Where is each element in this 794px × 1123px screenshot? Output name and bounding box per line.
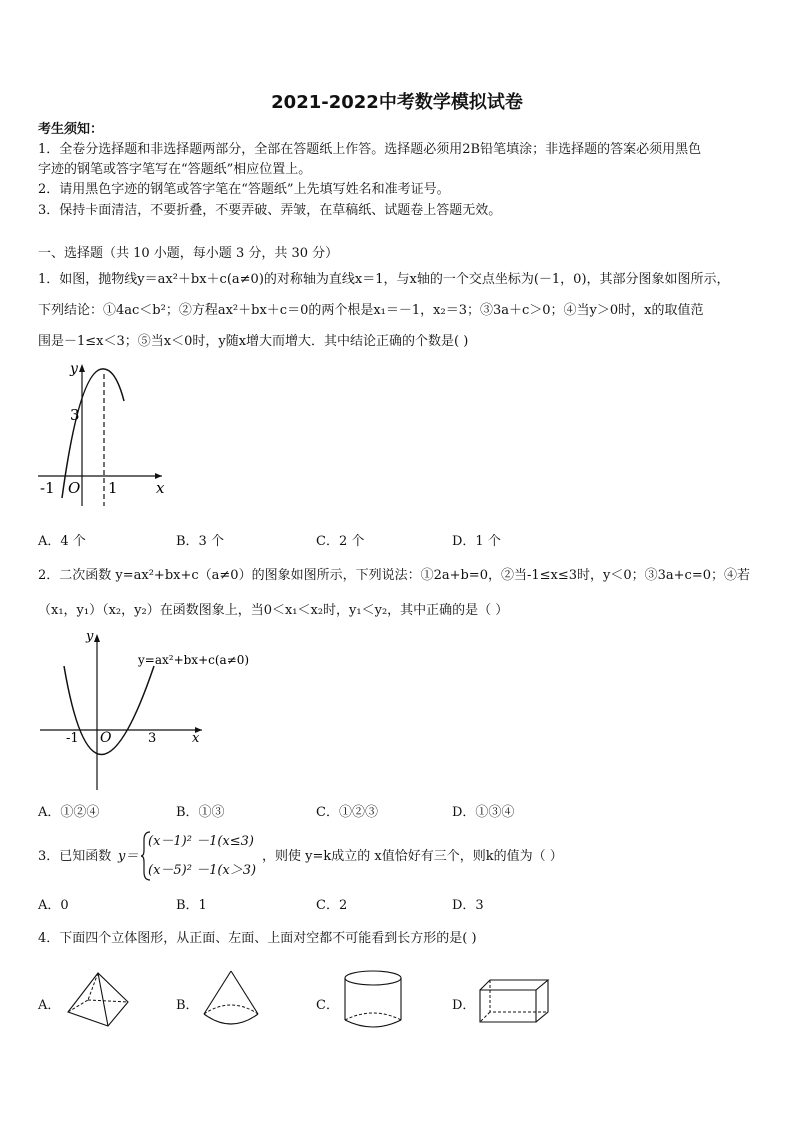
q2-neg1-label: -1 [66, 731, 79, 746]
q2-graph [36, 628, 256, 794]
q2-three-label: 3 [148, 731, 157, 746]
section-heading: 一、选择题（共 10 小题，每小题 3 分，共 30 分） [38, 246, 339, 261]
notice-heading: 考生须知： [38, 122, 104, 137]
q1-line-1: 1．如图，抛物线y＝ax²＋bx＋c(a≠0)的对称轴为直线x＝1，与x轴的一个交点坐标为(－1，0)，其部分图象如图所示， [38, 272, 730, 287]
q2-option-b: B．①③ [176, 805, 225, 820]
pyramid-icon [62, 970, 132, 1032]
notice-item-1-cont: 字迹的钢笔或答字笔写在“答题纸”相应位置上。 [38, 162, 312, 177]
cuboid-icon [476, 976, 552, 1026]
q1-three-label: 3 [70, 406, 80, 424]
q1-one-label: 1 [108, 479, 118, 497]
q1-graph [34, 356, 184, 516]
q4-option-a: A． [38, 998, 61, 1013]
q2-line-1: 2．二次函数 y=ax²+bx+c（a≠0）的图象如图所示，下列说法：①2a+b=0，②当-1≤x≤3时，y＜0；③3a+c=0；④若 [38, 568, 750, 583]
q2-x-label: x [192, 731, 200, 746]
q1-option-b: B．3 个 [176, 534, 224, 549]
notice-item-3: 3．保持卡面清洁，不要折叠，不要弄破、弄皱，在草稿纸、试题卷上答题无效。 [38, 203, 502, 218]
q3-option-a: A．0 [38, 898, 69, 913]
q3-y: y＝ [118, 849, 139, 864]
cylinder-icon [340, 968, 406, 1032]
q3-option-c: C．2 [316, 898, 348, 913]
q1-line-3: 围是－1≤x＜3；⑤当x＜0时，y随x增大而增大．其中结论正确的个数是( ) [38, 334, 469, 349]
q2-option-c: C．①②③ [316, 805, 378, 820]
notice-item-2: 2．请用黑色字迹的钢笔或答字笔在“答题纸”上先填写姓名和准考证号。 [38, 182, 450, 197]
q3-option-b: B．1 [176, 898, 207, 913]
cone-icon [198, 968, 264, 1032]
q1-origin-label: O [68, 479, 81, 497]
q3-case-2: (x－5)² －1(x＞3) [148, 863, 257, 878]
q3-prefix: 3．已知函数 [38, 849, 112, 864]
q4-option-d: D． [452, 998, 476, 1013]
q1-option-a: A．4 个 [38, 534, 86, 549]
q2-function-label: y=ax²+bx+c(a≠0) [138, 653, 250, 667]
q2-option-a: A．①②④ [38, 805, 100, 820]
q1-neg1-label: -1 [40, 479, 55, 497]
q2-option-d: D．①③④ [452, 805, 515, 820]
q4-option-b: B． [176, 998, 199, 1013]
q2-line-2: （x₁，y₁）（x₂，y₂）在函数图象上，当0＜x₁＜x₂时，y₁＜y₂，其中正确的是（ ） [38, 603, 509, 618]
q2-origin-label: O [100, 730, 112, 746]
q4-option-c: C． [316, 998, 339, 1013]
q1-line-2: 下列结论：①4ac＜b²；②方程ax²＋bx＋c＝0的两个根是x₁＝－1，x₂＝3；③3a＋c＞0；④当y＞0时，x的取值范 [38, 303, 704, 318]
q1-option-c: C．2 个 [316, 534, 365, 549]
q1-option-d: D．1 个 [452, 534, 501, 549]
q3-option-d: D．3 [452, 898, 484, 913]
q3-suffix: ，则使 y=k成立的 x值恰好有三个，则k的值为（ ） [262, 849, 563, 864]
notice-item-1: 1．全卷分选择题和非选择题两部分，全部在答题纸上作答。选择题必须用2B铅笔填涂；非选择题的答案必须用黑色 [38, 142, 702, 157]
q2-y-label: y [86, 629, 94, 644]
q3-case-1: (x－1)² －1(x≤3) [148, 834, 254, 849]
q1-x-label: x [156, 479, 165, 497]
q4-text: 4．下面四个立体图形，从正面、左面、上面对空都不可能看到长方形的是( ) [38, 931, 477, 946]
q1-y-label: y [70, 361, 78, 377]
page-title: 2021-2022中考数学模拟试卷 [271, 92, 523, 113]
